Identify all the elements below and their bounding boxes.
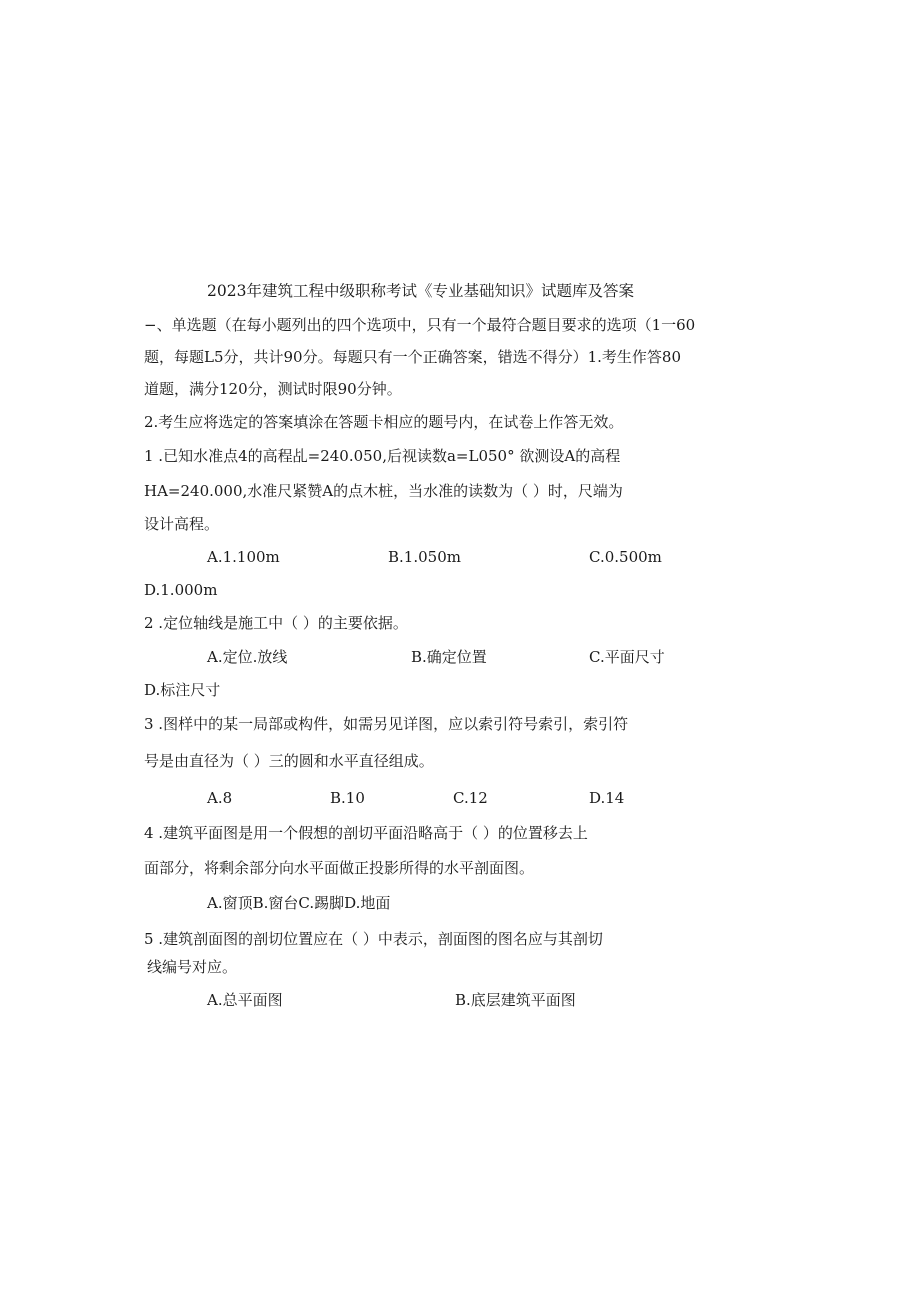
- question-1-text: 设计高程。: [144, 515, 220, 533]
- question-3-option-c: C.12: [453, 789, 488, 807]
- question-3-text: 号是由直径为（ ）三的圆和水平直径组成。: [144, 752, 434, 770]
- question-1-text: 1 .已知水准点4的高程乩=240.050,后视读数a=L050° 欲测设A的高程: [144, 447, 621, 465]
- question-1-option-b: B.1.050m: [388, 548, 461, 566]
- intro-line: 题，每题L5分，共计90分。每题只有一个正确答案，错选不得分）1.考生作答80: [144, 348, 681, 366]
- question-1-option-c: C.0.500m: [589, 548, 662, 566]
- question-5-text: 线编号对应。: [147, 958, 238, 976]
- question-2-text: 2 .定位轴线是施工中（ ）的主要依据。: [144, 614, 408, 632]
- question-1-option-d: D.1.000m: [144, 581, 218, 599]
- question-2-option-d: D.标注尺寸: [144, 681, 221, 699]
- question-4-text: 4 .建筑平面图是用一个假想的剖切平面沿略高于（ ）的位置移去上: [144, 824, 588, 842]
- question-1-text: HA=240.000,水准尺紧赞A的点木桩，当水准的读数为（ ）时，尺端为: [144, 482, 623, 500]
- question-3-option-d: D.14: [589, 789, 625, 807]
- document-title: 2023年建筑工程中级职称考试《专业基础知识》试题库及答案: [207, 282, 634, 300]
- question-5-text: 5 .建筑剖面图的剖切位置应在（ ）中表示，剖面图的图名应与其剖切: [144, 930, 603, 948]
- question-5-option-b: B.底层建筑平面图: [455, 991, 576, 1009]
- question-2-option-c: C.平面尺寸: [589, 648, 665, 666]
- question-5-option-a: A.总平面图: [207, 991, 283, 1009]
- intro-line: 2.考生应将选定的答案填涂在答题卡相应的题号内，在试卷上作答无效。: [144, 413, 624, 431]
- question-3-text: 3 .图样中的某一局部或构件，如需另见详图，应以索引符号索引，索引符: [144, 715, 629, 733]
- question-3-option-a: A.8: [207, 789, 233, 807]
- question-3-option-b: B.10: [330, 789, 365, 807]
- intro-line: −、单选题（在每小题列出的四个选项中，只有一个最符合题目要求的选项（1一60: [144, 316, 696, 334]
- intro-line: 道题，满分120分，测试时限90分钟。: [144, 380, 402, 398]
- question-4-options: A.窗顶B.窗台C.踢脚D.地面: [207, 894, 391, 912]
- question-4-text: 面部分，将剩余部分向水平面做正投影所得的水平剖面图。: [144, 859, 535, 877]
- question-2-option-a: A.定位.放线: [207, 648, 288, 666]
- question-2-option-b: B.确定位置: [411, 648, 487, 666]
- question-1-option-a: A.1.100m: [207, 548, 280, 566]
